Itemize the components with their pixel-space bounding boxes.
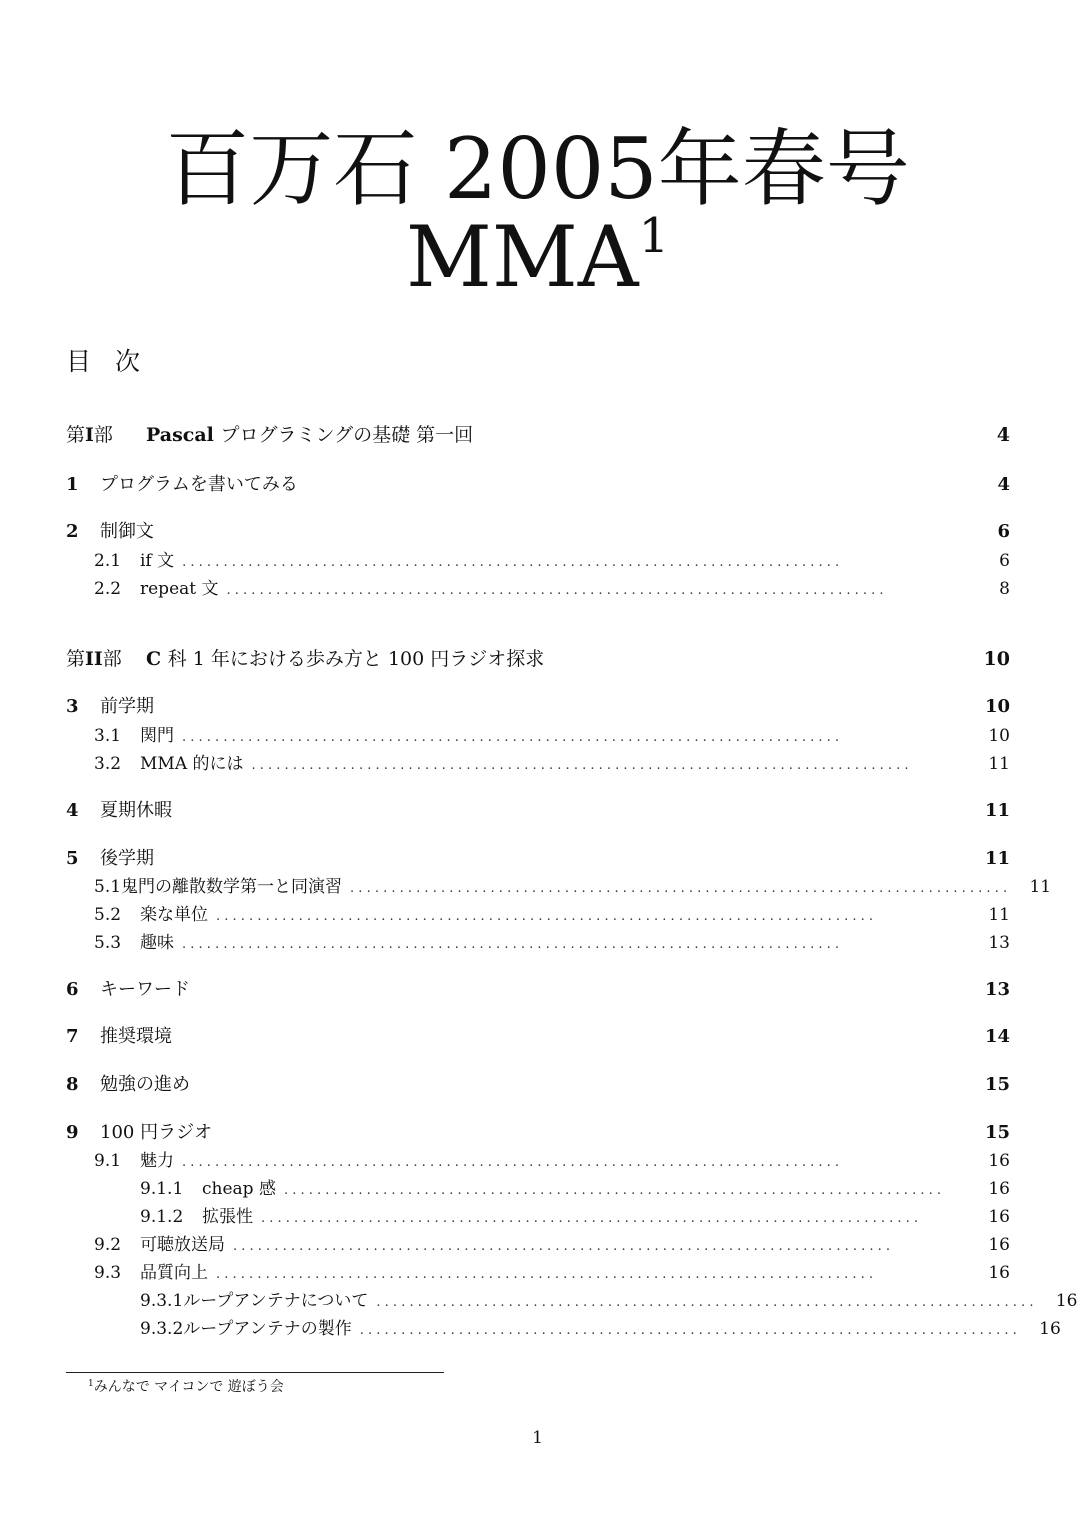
toc-entry-sec[interactable]: [66, 900, 1010, 925]
toc-leader-dots: . . . . . . . . . . . . . . . . . . . . . . . . . . . . . . . . . . . . . . . . . . . . . . . . . . . . . . . . . . . . . . . . . . . . . . . . . . . . . . . .: [261, 1211, 919, 1226]
toc-entry-page: 11: [984, 800, 1010, 821]
toc-entry-title: 勉強の進め: [100, 1074, 190, 1095]
toc-entry-title: 推奨環境: [100, 1026, 172, 1047]
toc-entry-chapter[interactable]: [66, 692, 1010, 718]
toc-entry-title: 楽な単位: [140, 905, 208, 925]
toc-entry-page: 6: [997, 521, 1010, 542]
toc-entry-page: 8: [999, 579, 1010, 599]
toc-entry-sec[interactable]: [66, 749, 1010, 774]
toc-entry-title: 後学期: [100, 848, 154, 869]
toc-entry-title: MMA 的には: [140, 754, 244, 774]
toc-entry-part[interactable]: [66, 420, 1010, 447]
toc-entry-title: repeat 文: [140, 579, 219, 599]
toc-entry-sec[interactable]: [66, 546, 1010, 571]
footnote-text: みんなで マイコンで 遊ぼう会: [93, 1379, 284, 1395]
toc-entry-title: 魅力: [140, 1151, 174, 1171]
toc-entry-title: if 文: [140, 551, 175, 571]
toc-entry-subsec[interactable]: [66, 1174, 1010, 1199]
footnote: [88, 1376, 284, 1396]
toc-entry-chapter[interactable]: [66, 844, 1010, 870]
toc-entry-number: 第I部: [66, 424, 113, 446]
subtitle-text: MMA: [405, 208, 639, 306]
document-title: 百万石 2005年春号: [165, 120, 910, 218]
toc-entry-number: 2.1: [94, 551, 122, 571]
toc-entry-title: ループアンテナの製作: [183, 1319, 352, 1339]
toc-entry-page: 13: [988, 933, 1010, 953]
toc-entry-page: 4: [996, 424, 1010, 446]
toc-entry-chapter[interactable]: [66, 975, 1010, 1001]
toc-entry-number: 2.2: [94, 579, 122, 599]
toc-entry-page: 16: [988, 1179, 1010, 1199]
toc-entry-title: 品質向上: [140, 1263, 208, 1283]
toc-entry-title: cheap 感: [202, 1179, 276, 1199]
toc-entry-page: 11: [984, 848, 1010, 869]
toc-entry-page: 15: [984, 1122, 1010, 1143]
toc-entry-chapter[interactable]: [66, 470, 1010, 496]
toc-entry-page: 13: [984, 979, 1010, 1000]
toc-entry-number: 9.1.2: [140, 1207, 184, 1227]
toc-entry-number: 9.3.1: [140, 1291, 184, 1311]
toc-entry-number: 9.1: [94, 1151, 122, 1171]
title-footnote-mark[interactable]: 1: [638, 208, 670, 264]
toc-entry-sec[interactable]: [66, 928, 1010, 953]
toc-entry-page: 16: [1055, 1291, 1077, 1311]
toc-entry-subsec[interactable]: [66, 1286, 1077, 1311]
toc-entry-title: プログラムを書いてみる: [100, 474, 298, 495]
toc-entry-number: 5.1: [94, 877, 122, 897]
toc-entry-sec[interactable]: [66, 574, 1010, 599]
toc-entry-number: 9.3.2: [140, 1319, 184, 1339]
toc-entry-number: 9.1.1: [140, 1179, 184, 1199]
toc-leader-dots: . . . . . . . . . . . . . . . . . . . . . . . . . . . . . . . . . . . . . . . . . . . . . . . . . . . . . . . . . . . . . . . . . . . . . . . . . . . . . . . .: [182, 730, 840, 745]
toc-leader-dots: . . . . . . . . . . . . . . . . . . . . . . . . . . . . . . . . . . . . . . . . . . . . . . . . . . . . . . . . . . . . . . . . . . . . . . . . . . . . . . . .: [182, 937, 840, 952]
toc-entry-subsec[interactable]: [66, 1202, 1010, 1227]
toc-entry-number: 5: [66, 848, 79, 869]
toc-entry-number: 9.3: [94, 1263, 122, 1283]
toc-part-keyword: C: [146, 648, 168, 670]
toc-entry-number: 3.1: [94, 726, 122, 746]
toc-entry-sec[interactable]: [66, 721, 1010, 746]
toc-entry-sec[interactable]: [66, 1230, 1010, 1255]
toc-entry-subsec[interactable]: [66, 1314, 1061, 1339]
toc-entry-title: 鬼門の離散数学第一と同演習: [121, 877, 343, 897]
toc-entry-title: 拡張性: [202, 1207, 253, 1227]
toc-part-keyword: Pascal: [146, 424, 221, 446]
toc-entry-sec[interactable]: [66, 1146, 1010, 1171]
toc-leader-dots: . . . . . . . . . . . . . . . . . . . . . . . . . . . . . . . . . . . . . . . . . . . . . . . . . . . . . . . . . . . . . . . . . . . . . . . . . . . . . . . .: [359, 1323, 1017, 1338]
toc-entry-page: 16: [988, 1151, 1010, 1171]
toc-entry-chapter[interactable]: [66, 796, 1010, 822]
toc-leader-dots: . . . . . . . . . . . . . . . . . . . . . . . . . . . . . . . . . . . . . . . . . . . . . . . . . . . . . . . . . . . . . . . . . . . . . . . . . . . . . . . .: [251, 758, 909, 773]
toc-entry-page: 6: [999, 551, 1010, 571]
toc-entry-number: 3.2: [94, 754, 122, 774]
toc-entry-title: 前学期: [100, 696, 154, 717]
toc-entry-page: 16: [988, 1263, 1010, 1283]
toc-leader-dots: . . . . . . . . . . . . . . . . . . . . . . . . . . . . . . . . . . . . . . . . . . . . . . . . . . . . . . . . . . . . . . . . . . . . . . . . . . . . . . . .: [182, 555, 840, 570]
toc-entry-chapter[interactable]: [66, 1118, 1010, 1144]
toc-entry-title: 可聴放送局: [140, 1235, 225, 1255]
toc-leader-dots: . . . . . . . . . . . . . . . . . . . . . . . . . . . . . . . . . . . . . . . . . . . . . . . . . . . . . . . . . . . . . . . . . . . . . . . . . . . . . . . .: [216, 909, 874, 924]
toc-entry-sec[interactable]: [66, 1258, 1010, 1283]
footnote-rule: [66, 1372, 444, 1373]
footnote-mark: 1: [88, 1379, 94, 1389]
toc-entry-page: 15: [984, 1074, 1010, 1095]
toc-entry-chapter[interactable]: [66, 1070, 1010, 1096]
toc-entry-title: ループアンテナについて: [183, 1291, 369, 1311]
toc-entry-page: 11: [988, 905, 1010, 925]
toc-entry-page: 11: [988, 754, 1010, 774]
toc-entry-number: 9: [66, 1122, 79, 1143]
toc-entry-chapter[interactable]: [66, 1022, 1010, 1048]
toc-entry-title: 100 円ラジオ: [100, 1122, 213, 1143]
toc-entry-title: キーワード: [100, 979, 190, 1000]
toc-entry-title: C 科 1 年における歩み方と 100 円ラジオ探求: [146, 648, 545, 670]
toc-entry-sec[interactable]: [66, 872, 1052, 897]
toc-entry-number: 5.2: [94, 905, 122, 925]
toc-entry-title: 趣味: [140, 933, 174, 953]
toc-leader-dots: . . . . . . . . . . . . . . . . . . . . . . . . . . . . . . . . . . . . . . . . . . . . . . . . . . . . . . . . . . . . . . . . . . . . . . . . . . . . . . . .: [283, 1183, 941, 1198]
toc-entry-number: 9.2: [94, 1235, 122, 1255]
toc-leader-dots: . . . . . . . . . . . . . . . . . . . . . . . . . . . . . . . . . . . . . . . . . . . . . . . . . . . . . . . . . . . . . . . . . . . . . . . . . . . . . . . .: [376, 1295, 1034, 1310]
toc-entry-number: 8: [66, 1074, 79, 1095]
toc-entry-number: 3: [66, 696, 79, 717]
toc-entry-page: 4: [997, 474, 1010, 495]
toc-entry-page: 10: [983, 648, 1010, 670]
toc-entry-title: Pascal プログラミングの基礎 第一回: [146, 424, 474, 446]
toc-entry-title: 制御文: [100, 521, 154, 542]
toc-entry-part[interactable]: [66, 644, 1010, 671]
toc-leader-dots: . . . . . . . . . . . . . . . . . . . . . . . . . . . . . . . . . . . . . . . . . . . . . . . . . . . . . . . . . . . . . . . . . . . . . . . . . . . . . . . .: [216, 1267, 874, 1282]
toc-entry-number: 第II部: [66, 648, 122, 670]
toc-entry-number: 1: [66, 474, 79, 495]
toc-heading: 目 次: [66, 347, 148, 376]
toc-entry-number: 2: [66, 521, 79, 542]
toc-entry-page: 14: [984, 1026, 1010, 1047]
toc-entry-title: 夏期休暇: [100, 800, 172, 821]
toc-entry-page: 10: [984, 696, 1010, 717]
toc-leader-dots: . . . . . . . . . . . . . . . . . . . . . . . . . . . . . . . . . . . . . . . . . . . . . . . . . . . . . . . . . . . . . . . . . . . . . . . . . . . . . . . .: [182, 1155, 840, 1170]
toc-entry-title: 関門: [140, 726, 174, 746]
toc-entry-number: 5.3: [94, 933, 122, 953]
toc-entry-page: 16: [1039, 1319, 1061, 1339]
toc-entry-page: 11: [1029, 877, 1052, 897]
toc-entry-number: 7: [66, 1026, 79, 1047]
toc-leader-dots: . . . . . . . . . . . . . . . . . . . . . . . . . . . . . . . . . . . . . . . . . . . . . . . . . . . . . . . . . . . . . . . . . . . . . . . . . . . . . . . .: [226, 583, 884, 598]
toc-leader-dots: . . . . . . . . . . . . . . . . . . . . . . . . . . . . . . . . . . . . . . . . . . . . . . . . . . . . . . . . . . . . . . . . . . . . . . . . . . . . . . . .: [233, 1239, 891, 1254]
toc-entry-number: 6: [66, 979, 79, 1000]
toc-leader-dots: . . . . . . . . . . . . . . . . . . . . . . . . . . . . . . . . . . . . . . . . . . . . . . . . . . . . . . . . . . . . . . . . . . . . . . . . . . . . . . . .: [350, 881, 1008, 896]
toc-entry-page: 10: [988, 726, 1010, 746]
toc-entry-page: 16: [988, 1207, 1010, 1227]
toc-entry-chapter[interactable]: [66, 517, 1010, 543]
page-number: 1: [532, 1428, 543, 1448]
toc-entry-number: 4: [66, 800, 79, 821]
toc-entry-page: 16: [988, 1235, 1010, 1255]
